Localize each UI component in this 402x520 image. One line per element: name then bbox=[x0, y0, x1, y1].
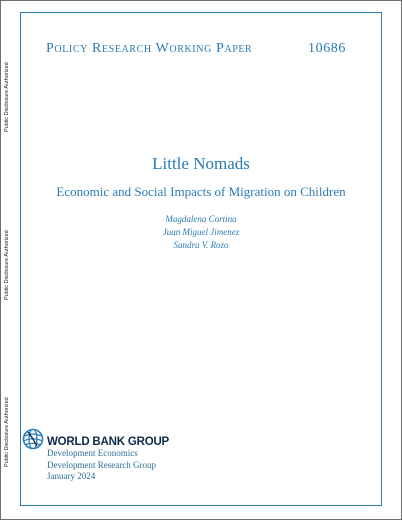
author-list bbox=[20, 213, 382, 252]
side-label-top: Public Disclosure Authorized bbox=[4, 62, 10, 132]
logo-text: WORLD BANK GROUP bbox=[47, 435, 170, 448]
side-label-middle: Public Disclosure Authorized bbox=[4, 230, 10, 300]
author-name: Juan Miguel Jimenez bbox=[162, 227, 240, 237]
series-header bbox=[46, 41, 346, 57]
paper-subtitle: Economic and Social Impacts of Migration on Children bbox=[56, 184, 346, 199]
paper-number: 10686 bbox=[308, 41, 346, 56]
org-line: Development Research Group bbox=[47, 459, 156, 470]
paper-title: Little Nomads bbox=[152, 154, 250, 173]
organization-info bbox=[47, 448, 156, 483]
side-label-bottom: Public Disclosure Authorized bbox=[4, 397, 10, 467]
author-name: Magdalena Cortina bbox=[165, 214, 237, 224]
org-line: Development Economics bbox=[47, 448, 138, 458]
author-name: Sandra V. Rozo bbox=[173, 240, 229, 250]
series-name: Policy Research Working Paper bbox=[46, 41, 253, 56]
globe-icon bbox=[22, 428, 44, 455]
publication-date: January 2024 bbox=[47, 471, 96, 481]
